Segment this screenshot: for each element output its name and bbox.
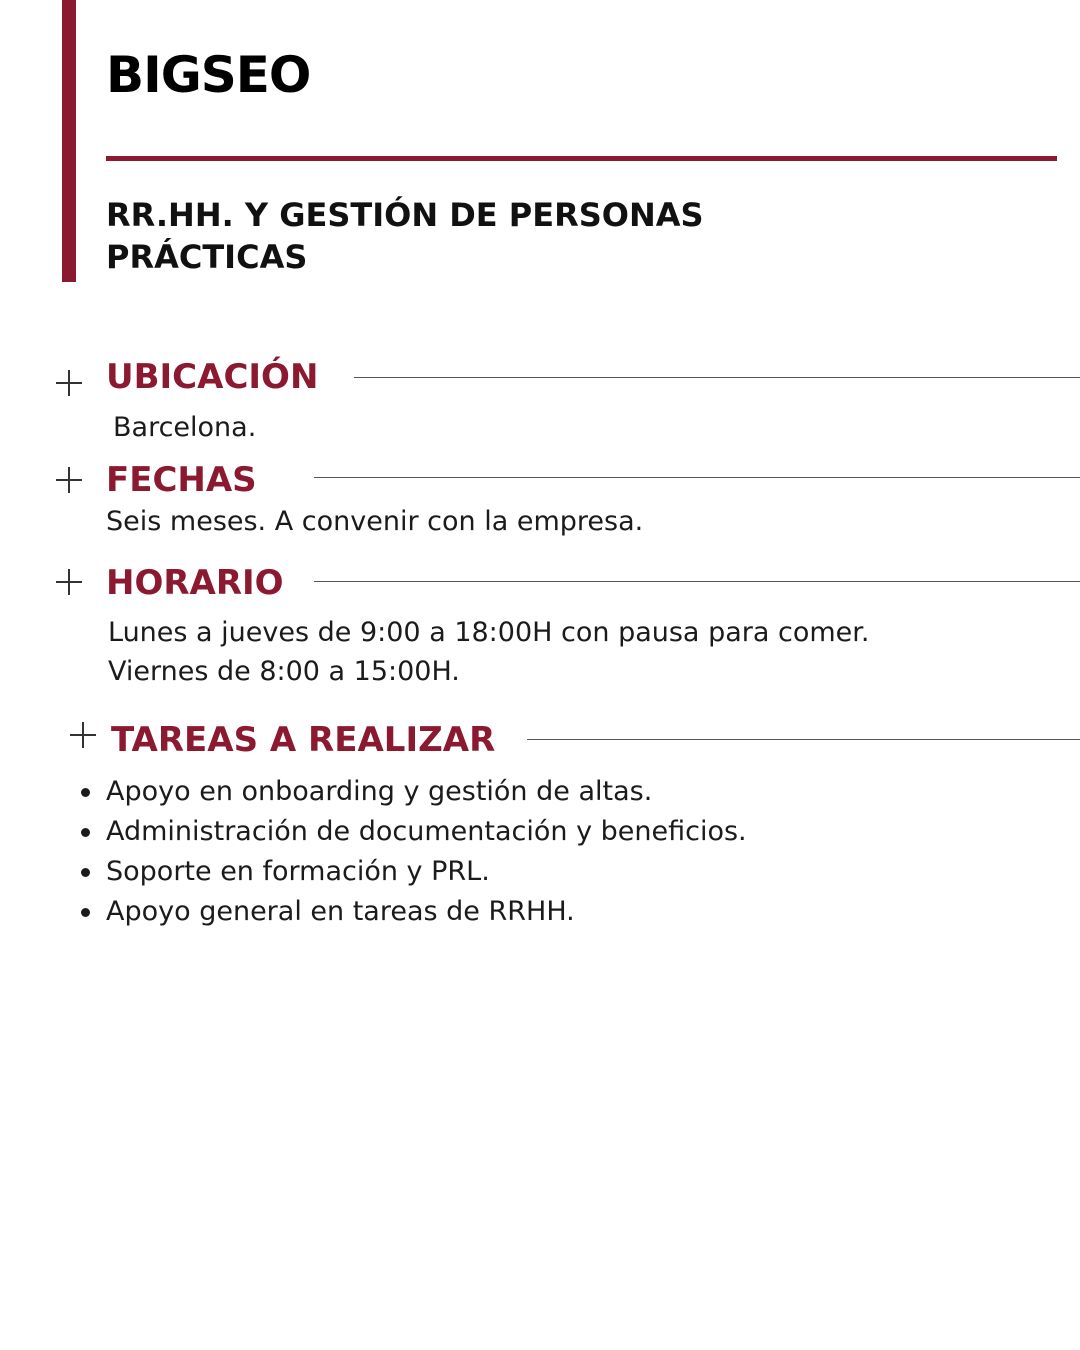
- job-title: [106, 194, 704, 278]
- section-divider: [527, 739, 1080, 740]
- job-type: PRÁCTICAS: [106, 238, 308, 276]
- list-item: Administración de documentación y beneficios.: [106, 812, 747, 852]
- section-divider: [314, 477, 1080, 478]
- dates-text: Seis meses. A convenir con la empresa.: [106, 506, 644, 537]
- accent-bar: [62, 0, 76, 282]
- section-title-ubicacion: UBICACIÓN: [106, 357, 319, 397]
- section-title-horario: HORARIO: [106, 563, 284, 603]
- title-divider: [106, 156, 1057, 161]
- plus-icon: [70, 722, 96, 748]
- section-title-tareas: TAREAS A REALIZAR: [111, 720, 496, 760]
- job-area: RR.HH. Y GESTIÓN DE PERSONAS: [106, 196, 704, 234]
- schedule-friday: Viernes de 8:00 a 15:00H.: [108, 656, 460, 687]
- plus-icon: [56, 569, 82, 595]
- plus-icon: [56, 370, 82, 396]
- task-list: [106, 772, 747, 932]
- plus-icon: [56, 467, 82, 493]
- schedule-text: [108, 613, 869, 691]
- list-item: Apoyo en onboarding y gestión de altas.: [106, 772, 747, 812]
- section-title-fechas: FECHAS: [106, 460, 257, 500]
- list-item: Soporte en formación y PRL.: [106, 852, 747, 892]
- list-item: Apoyo general en tareas de RRHH.: [106, 892, 747, 932]
- location-text: Barcelona.: [113, 412, 257, 443]
- company-name: BIGSEO: [106, 46, 311, 104]
- section-divider: [314, 581, 1080, 582]
- schedule-weekdays: Lunes a jueves de 9:00 a 18:00H con pausa para comer.: [108, 617, 870, 648]
- section-divider: [354, 377, 1080, 378]
